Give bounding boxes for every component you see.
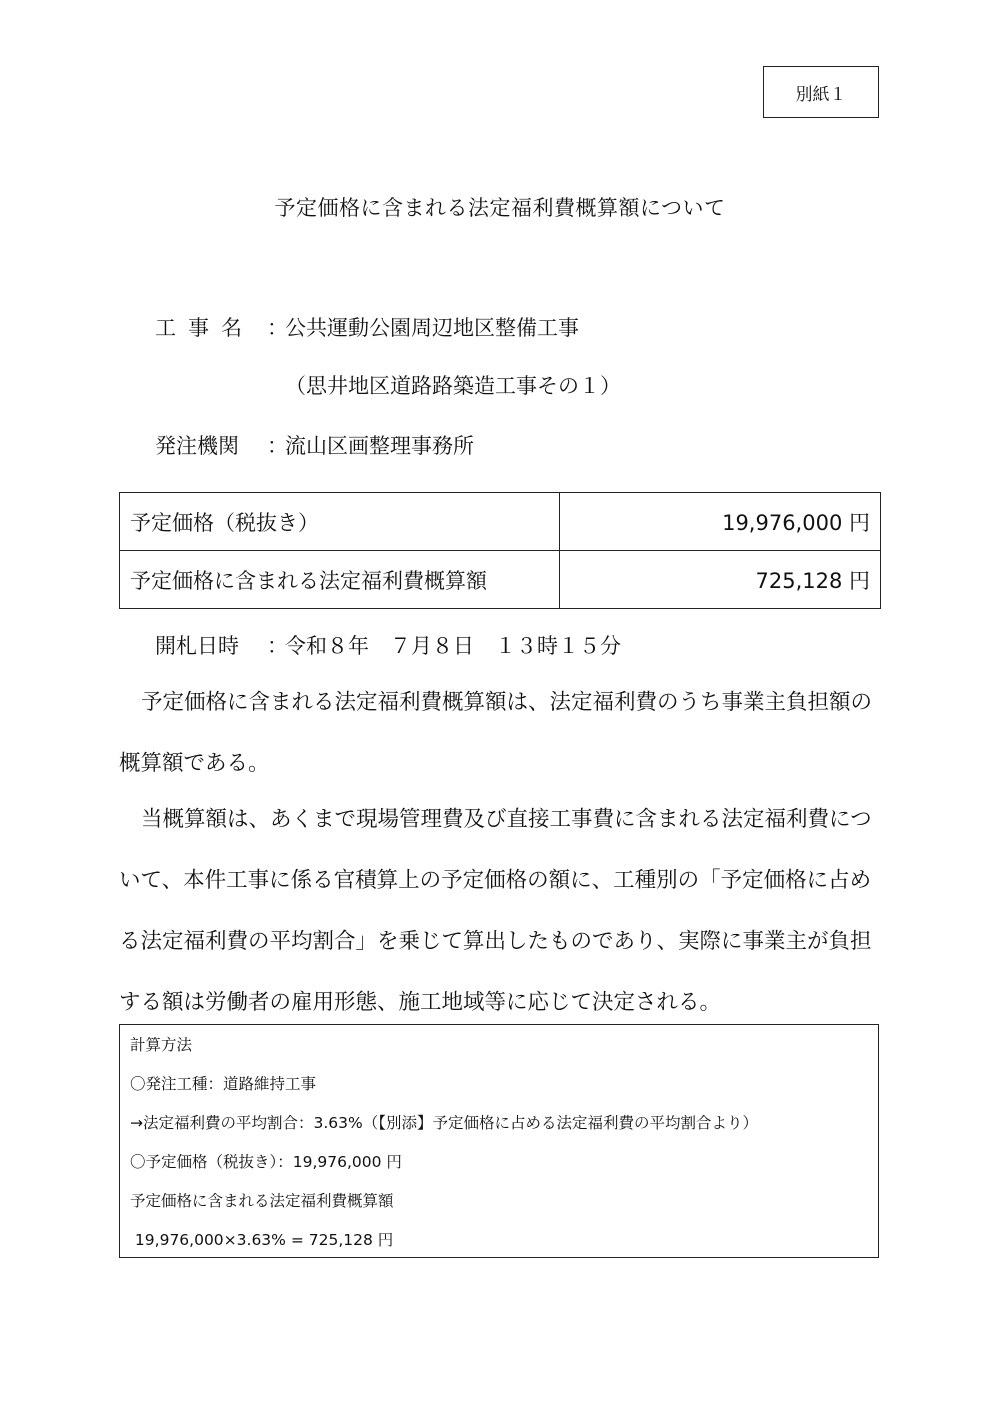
project-name-separator: ： — [267, 316, 288, 340]
project-name-label: 工事名 — [155, 316, 254, 340]
calculation-work-type: 〇発注工種：道路維持工事 — [130, 1075, 317, 1093]
orderer-separator: ： — [267, 434, 288, 458]
project-name-subtitle: （思井地区道路路築造工事その１） — [285, 374, 621, 398]
welfare-amount-cell: 725,128 円 — [560, 551, 881, 609]
orderer-label: 発注機関 — [155, 434, 239, 458]
orderer-row — [155, 430, 474, 460]
project-name-value: 公共運動公園周辺地区整備工事 — [285, 316, 579, 340]
project-name-subtitle-row — [285, 370, 621, 400]
bid-opening-separator: ： — [267, 634, 288, 658]
project-name-row — [155, 312, 579, 342]
price-table — [119, 492, 881, 609]
price-label-cell: 予定価格（税抜き） — [120, 493, 560, 551]
welfare-label-cell: 予定価格に含まれる法定福利費概算額 — [120, 551, 560, 609]
table-row — [120, 493, 881, 551]
price-amount-cell: 19,976,000 円 — [560, 493, 881, 551]
calculation-heading: 計算方法 — [130, 1036, 193, 1054]
bid-opening-row — [155, 630, 621, 660]
bid-opening-value: 令和８年 ７月８日 １３時１５分 — [285, 634, 621, 658]
calculation-formula: 19,976,000×3.63% = 725,128 円 — [130, 1231, 394, 1249]
orderer-value: 流山区画整理事務所 — [285, 434, 474, 458]
calculation-result-label: 予定価格に含まれる法定福利費概算額 — [130, 1192, 394, 1210]
attachment-label: 別紙１ — [763, 66, 879, 118]
calculation-box — [119, 1024, 879, 1258]
paragraph-explanation: 当概算額は、あくまで現場管理費及び直接工事費に含まれる法定福利費について、本件工事に係る官積算上の予定価格の額に、工種別の「予定価格に占める法定福利費の平均割合」を乗じて算出したものであり、実際に事業主が負担する額は労働者の雇用形態、施工地域等に応じて決定される。 — [119, 807, 872, 1015]
paragraph-definition: 予定価格に含まれる法定福利費概算額は、法定福利費のうち事業主負担額の概算額である。 — [119, 690, 873, 776]
table-row — [120, 551, 881, 609]
calculation-planned-price: 〇予定価格（税抜き）：19,976,000 円 — [130, 1153, 402, 1171]
page-title: 予定価格に含まれる法定福利費概算額について — [274, 196, 726, 220]
bid-opening-label: 開札日時 — [155, 634, 239, 658]
calculation-average-ratio: →法定福利費の平均割合：3.63%（【別添】予定価格に占める法定福利費の平均割合より） — [130, 1114, 758, 1132]
